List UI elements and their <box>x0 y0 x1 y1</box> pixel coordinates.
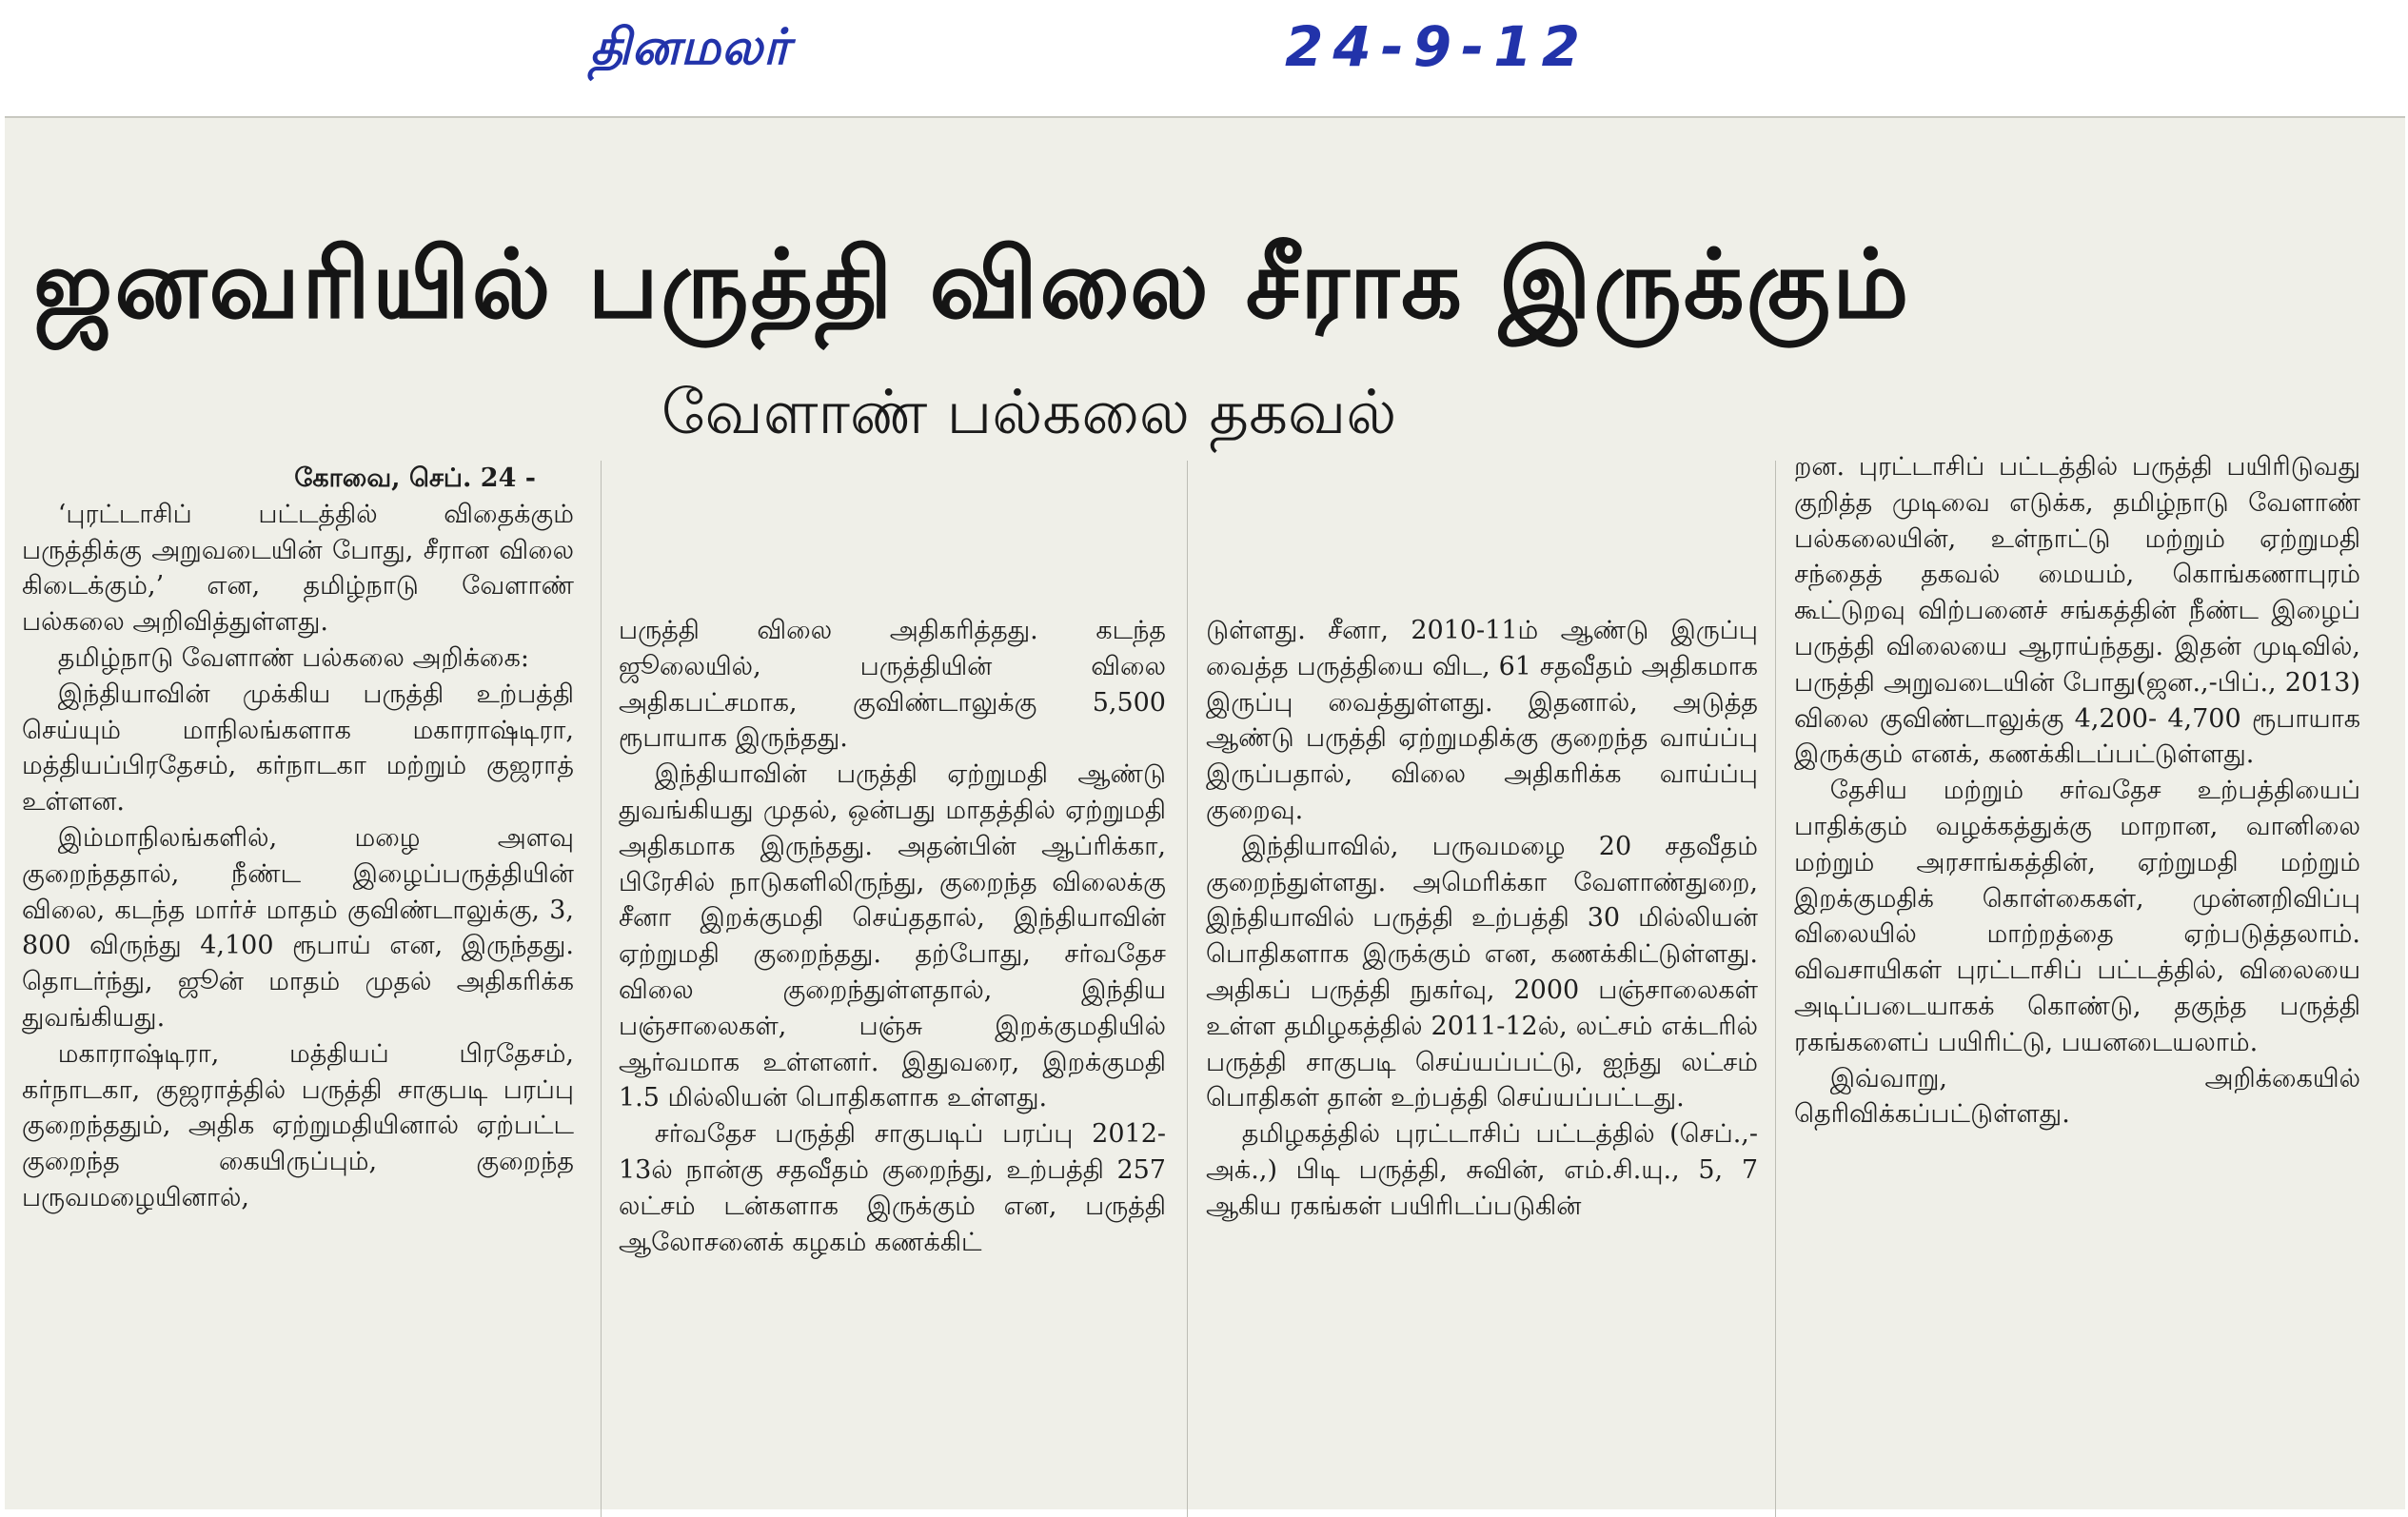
paragraph: இவ்வாறு, அறிக்கையில் தெரிவிக்கப்பட்டுள்ளது. <box>1794 1063 2360 1130</box>
paragraph: பருத்தி விலை அதிகரித்தது. கடந்த ஜூலையில், பருத்தியின் விலை அதிகபட்சமாக, குவிண்டாலுக்கு 5,500 ரூபாயாக இருந்தது. <box>619 616 1166 754</box>
paragraph: சர்வதேச பருத்தி சாகுபடிப் பரப்பு 2012-13ல் நான்கு சதவீதம் குறைந்து, உற்பத்தி 257 லட்சம் டன்களாக இருக்கும் என, பருத்தி ஆலோசனைக் கழகம் கணக்கிட் <box>619 1119 1166 1257</box>
subheadline: வேளாண் பல்கலை தகவல் <box>661 378 1397 448</box>
paragraph: இந்தியாவில், பருவமழை 20 சதவீதம் குறைந்துள்ளது. அமெரிக்கா வேளாண்துறை, இந்தியாவில் பருத்தி உற்பத்தி 30 மில்லியன் பொதிகளாக இருக்கும் என, கணக்கிட்டுள்ளது. அதிகப் பருத்தி நுகர்வு, 2000 பஞ்சாலைகள் உள்ள தமிழகத்தில் 2011-12ல், லட்சம் எக்டரில் பருத்தி சாகுபடி செய்யப்பட்டு, ஐந்து லட்சம் பொதிகள் தான் உற்பத்தி செய்யப்பட்டது. <box>1206 831 1758 1113</box>
paragraph: தமிழகத்தில் புரட்டாசிப் பட்டத்தில் (செப்.,-அக்.,) பிடி பருத்தி, சுவின், எம்.சி.யு., 5, 7 ஆகிய ரகங்கள் பயிரிடப்படுகின் <box>1206 1119 1758 1221</box>
column-divider <box>601 461 602 1517</box>
paragraph: இம்மாநிலங்களில், மழை அளவு குறைந்ததால், நீண்ட இழைப்பருத்தியின் விலை, கடந்த மார்ச் மாதம் குவிண்டாலுக்கு, 3, 800 விருந்து 4,100 ரூபாய் என, இருந்தது. தொடர்ந்து, ஜூன் மாதம் முதல் அதிகரிக்க துவங்கியது. <box>22 822 574 1033</box>
paragraph: மகாராஷ்டிரா, மத்தியப் பிரதேசம், கர்நாடகா, குஜராத்தில் பருத்தி சாகுபடி பரப்பு குறைந்ததும், அதிக ஏற்றுமதியினால் ஏற்பட்ட குறைந்த கையிருப்பும், குறைந்த பருவமழையினால், <box>22 1038 574 1212</box>
paragraph: இந்தியாவின் பருத்தி ஏற்றுமதி ஆண்டு துவங்கியது முதல், ஒன்பது மாதத்தில் ஏற்றுமதி அதிகமாக இருந்தது. அதன்பின் ஆப்ரிக்கா, பிரேசில் நாடுகளிலிருந்து, குறைந்த விலைக்கு சீனா இறக்குமதி செய்ததால், இந்தியாவின் ஏற்றுமதி குறைந்தது. தற்போது, சர்வதேச விலை குறைந்துள்ளதால், இந்திய பஞ்சாலைகள், பஞ்சு இறக்குமதியில் ஆர்வமாக உள்ளனர். இதுவரை, இறக்குமதி 1.5 மில்லியன் பொதிகளாக உள்ளது. <box>619 759 1166 1113</box>
headline: ஜனவரியில் பருத்தி விலை சீராக இருக்கும் <box>33 228 1911 340</box>
dateline: கோவை, செப். 24 - <box>294 463 536 493</box>
newspaper-clipping <box>5 116 2405 1509</box>
paragraph: தமிழ்நாடு வேளாண் பல்கலை அறிக்கை: <box>57 642 529 673</box>
article-column-2 <box>619 613 1166 1260</box>
handwritten-newspaper-name: தினமலர் <box>590 19 791 76</box>
column-divider <box>1775 461 1776 1517</box>
paragraph: றன. புரட்டாசிப் பட்டத்தில் பருத்தி பயிரிடுவது குறித்த முடிவை எடுக்க, தமிழ்நாடு வேளாண் பல்கலையின், உள்நாட்டு மற்றும் ஏற்றுமதி சந்தைத் தகவல் மையம், கொங்கணாபுரம் கூட்டுறவு விற்பனைச் சங்கத்தின் நீண்ட இழைப் பருத்தி விலையை ஆராய்ந்தது. இதன் முடிவில், பருத்தி அறுவடையின் போது(ஜன.,-பிப்., 2013) விலை குவிண்டாலுக்கு 4,200- 4,700 ரூபாயாக இருக்கும் எனக், கணக்கிடப்பட்டுள்ளது. <box>1794 452 2360 770</box>
paragraph: இந்தியாவின் முக்கிய பருத்தி உற்பத்தி செய்யும் மாநிலங்களாக மகாராஷ்டிரா, மத்தியப்பிரதேசம், கர்நாடகா மற்றும் குஜராத் உள்ளன. <box>22 679 574 818</box>
article-column-3 <box>1206 613 1758 1225</box>
paragraph: ‘புரட்டாசிப் பட்டத்தில் விதைக்கும் பருத்திக்கு அறுவடையின் போது, சீரான விலை கிடைக்கும்,’ என, தமிழ்நாடு வேளாண் பல்கலை அறிவித்துள்ளது. <box>22 499 574 638</box>
article-column-4 <box>1794 449 2360 1133</box>
article-column-1 <box>22 461 574 1216</box>
column-divider <box>1187 461 1188 1517</box>
paragraph: தேசிய மற்றும் சர்வதேச உற்பத்தியைப் பாதிக்கும் வழக்கத்துக்கு மாறான, வானிலை மற்றும் அரசாங்கத்தின், ஏற்றுமதி மற்றும் இறக்குமதிக் கொள்கைகள், முன்னறிவிப்பு விலையில் மாற்றத்தை ஏற்படுத்தலாம். விவசாயிகள் புரட்டாசிப் பட்டத்தில், விலையை அடிப்படையாகக் கொண்டு, தகுந்த பருத்தி ரகங்களைப் பயிரிட்டு, பயனடையலாம். <box>1794 776 2360 1057</box>
paragraph: டுள்ளது. சீனா, 2010-11ம் ஆண்டு இருப்பு வைத்த பருத்தியை விட, 61 சதவீதம் அதிகமாக இருப்பு வைத்துள்ளது. இதனால், அடுத்த ஆண்டு பருத்தி ஏற்றுமதிக்கு குறைந்த வாய்ப்பு இருப்பதால், விலை அதிகரிக்க வாய்ப்பு குறைவு. <box>1206 616 1758 825</box>
handwritten-date: 24-9-12 <box>1285 14 1589 79</box>
